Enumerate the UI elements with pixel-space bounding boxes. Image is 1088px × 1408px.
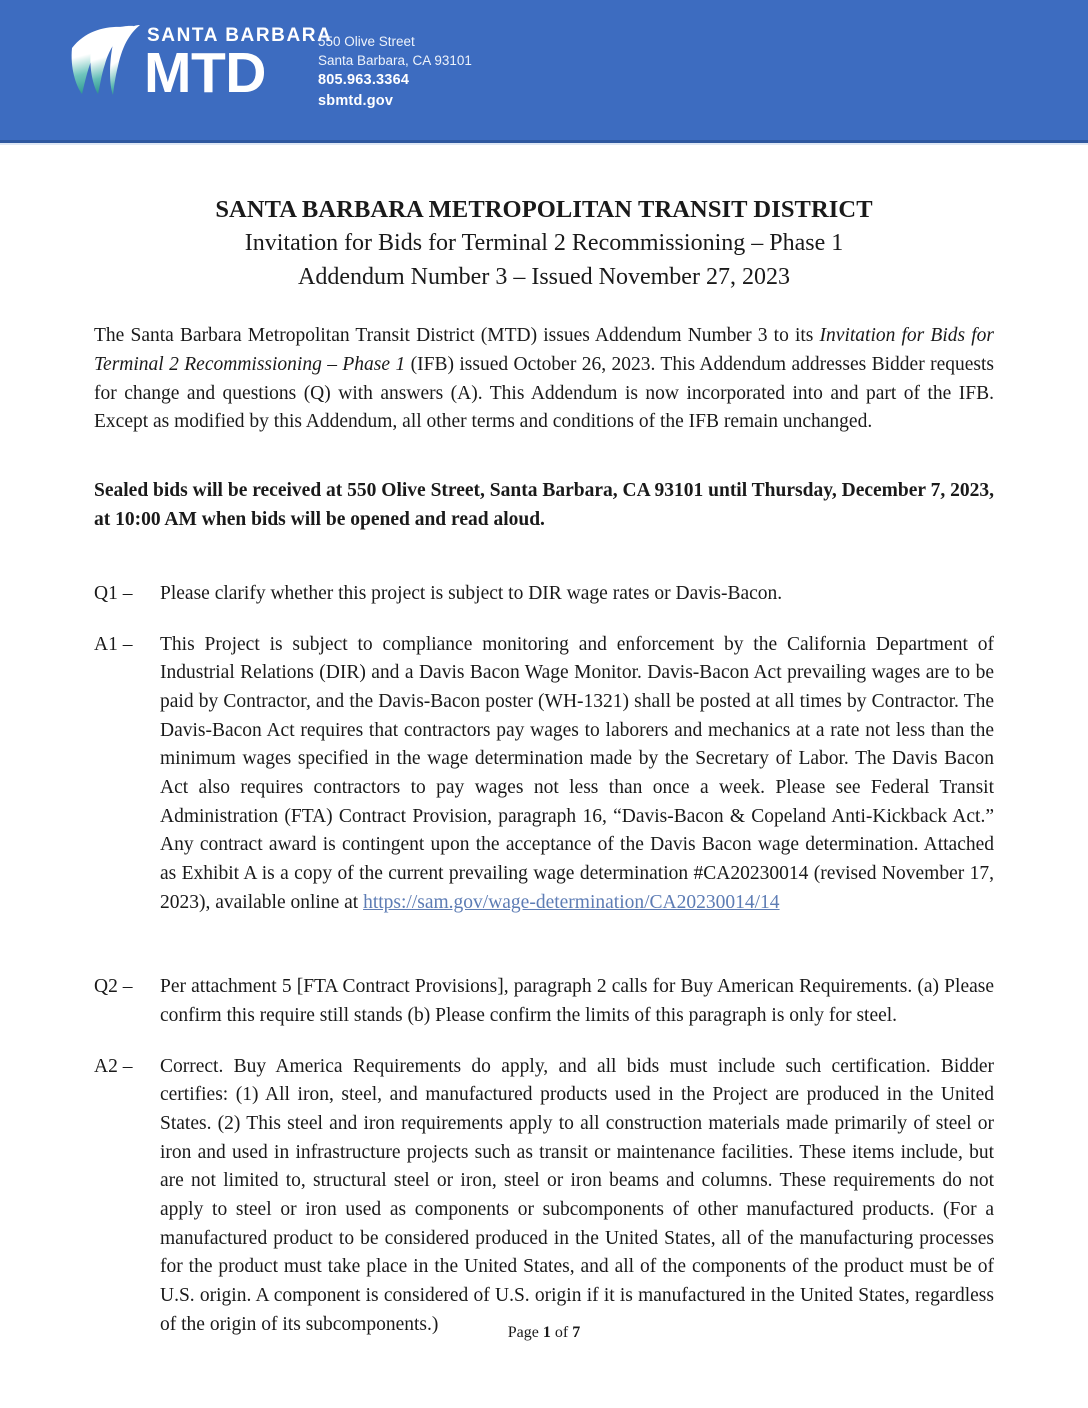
intro-part-1: The Santa Barbara Metropolitan Transit District (MTD) issues Addendum Number 3 to its bbox=[94, 325, 820, 347]
document-content bbox=[94, 145, 994, 1339]
qa-item-a1 bbox=[94, 631, 994, 918]
qa-spacer bbox=[94, 917, 994, 951]
qa-item-a2 bbox=[94, 1053, 994, 1340]
qa-text-a2: Correct. Buy America Requirements do apply, and all bids must include such certification. Bidder certifies: (1) All iron, steel, and manufactured products used in the Project are produced in the United States. (2) This steel and iron requirements apply to all construction materials made primarily of steel or iron and used in infrastructure projects such as transit or maintenance facilities. These items include, but are not limited to, structural steel or iron, steel or iron beams and columns. These requirements do not apply to steel or iron used as components or subcomponents of other manufactured products. (For a manufactured product to be considered produced in the United States, all of the manufacturing processes for the product must take place in the United States, and all of the components of the product must be of U.S. origin. A component is considered of U.S. origin if it is manufactured in the United States, regardless of the origin of its subcomponents.) bbox=[160, 1055, 994, 1335]
wage-determination-link[interactable]: https://sam.gov/wage-determination/CA20230014/14 bbox=[363, 891, 780, 913]
qa-item-q1 bbox=[94, 580, 994, 609]
address-phone: 805.963.3364 bbox=[318, 72, 410, 89]
address-website: sbmtd.gov bbox=[318, 92, 394, 109]
page-header-banner bbox=[0, 0, 1088, 140]
intro-part-2: (IFB) issued October 26, 2023. This Addendum addresses Bidder requests for change and questions (Q) with answers (A). This Addendum is now incorporated into and part of the IFB. Except as modified by this Addendum, all other terms and conditions of the IFB remain unchanged. bbox=[94, 353, 994, 433]
footer-middle: of bbox=[550, 1324, 573, 1341]
mtd-logo-text bbox=[144, 25, 333, 105]
sealed-bids-notice: Sealed bids will be received at 550 Olive Street, Santa Barbara, CA 93101 until Thursday, December 7, 2023, at 10:00 AM when bids will be opened and read aloud. bbox=[94, 479, 994, 530]
qa-item-q2 bbox=[94, 973, 994, 1030]
intro-paragraph bbox=[94, 322, 994, 437]
address-street: 550 Olive Street bbox=[318, 34, 415, 49]
header-address-block bbox=[318, 32, 472, 111]
qa-label-a1: A1 – bbox=[94, 633, 133, 655]
footer-current-page: 1 bbox=[542, 1324, 551, 1341]
qa-label-q2: Q2 – bbox=[94, 976, 133, 998]
logo-brand-top: SANTA BARBARA bbox=[147, 25, 333, 46]
document-page bbox=[0, 145, 1088, 1339]
qa-label-a2: A2 – bbox=[94, 1055, 133, 1077]
qa-text-a1 bbox=[160, 631, 994, 918]
footer-prefix: Page bbox=[507, 1324, 543, 1341]
intro-italic-title: Invitation for Bids for Terminal 2 Recommissioning – Phase 1 bbox=[94, 325, 995, 375]
footer-total-pages: 7 bbox=[572, 1324, 581, 1341]
document-addendum-line: Addendum Number 3 – Issued November 27, 2023 bbox=[298, 264, 790, 291]
qa-text-q1: Please clarify whether this project is subject to DIR wage rates or Davis-Bacon. bbox=[160, 583, 783, 605]
mtd-logo bbox=[68, 24, 333, 105]
page-title: SANTA BARBARA METROPOLITAN TRANSIT DISTRICT bbox=[215, 196, 873, 223]
logo-brand-main: MTD bbox=[144, 41, 266, 105]
document-subtitle: Invitation for Bids for Terminal 2 Recommissioning – Phase 1 bbox=[244, 230, 844, 257]
qa-label-q1: Q1 – bbox=[94, 583, 133, 605]
qa-section bbox=[94, 580, 994, 1339]
document-title-block bbox=[94, 193, 994, 294]
address-city-state-zip: Santa Barbara, CA 93101 bbox=[318, 53, 472, 69]
page-footer bbox=[0, 1324, 1088, 1342]
mtd-swoosh-icon bbox=[68, 24, 140, 98]
qa-text-a1-body: This Project is subject to compliance monitoring and enforcement by the California Department of Industrial Relations (DIR) and a Davis Bacon Wage Monitor. Davis-Bacon Act prevailing wages are to be paid by Contractor, and the Davis-Bacon poster (WH-1321) shall be posted at all times by Contractor. The Davis-Bacon Act requires that contractors pay wages to laborers and mechanics at a rate not less than the minimum wages specified in the wage determination made by the Secretary of Labor. The Davis Bacon Act also requires contractors to pay wages not less than once a week. Please see Federal Transit Administration (FTA) Contract Provision, paragraph 16, “Davis-Bacon & Copeland Anti-Kickback Act.” Any contract award is contingent upon the acceptance of the Davis Bacon wage determination. Attached as Exhibit A is a copy of the current prevailing wage determination #CA20230014 (revised November 17, 2023), available online at bbox=[160, 633, 994, 913]
qa-text-q2: Per attachment 5 [FTA Contract Provisions], paragraph 2 calls for Buy American Requirements. (a) Please confirm this require still stands (b) Please confirm the limits of this paragraph is only for steel. bbox=[160, 976, 994, 1027]
